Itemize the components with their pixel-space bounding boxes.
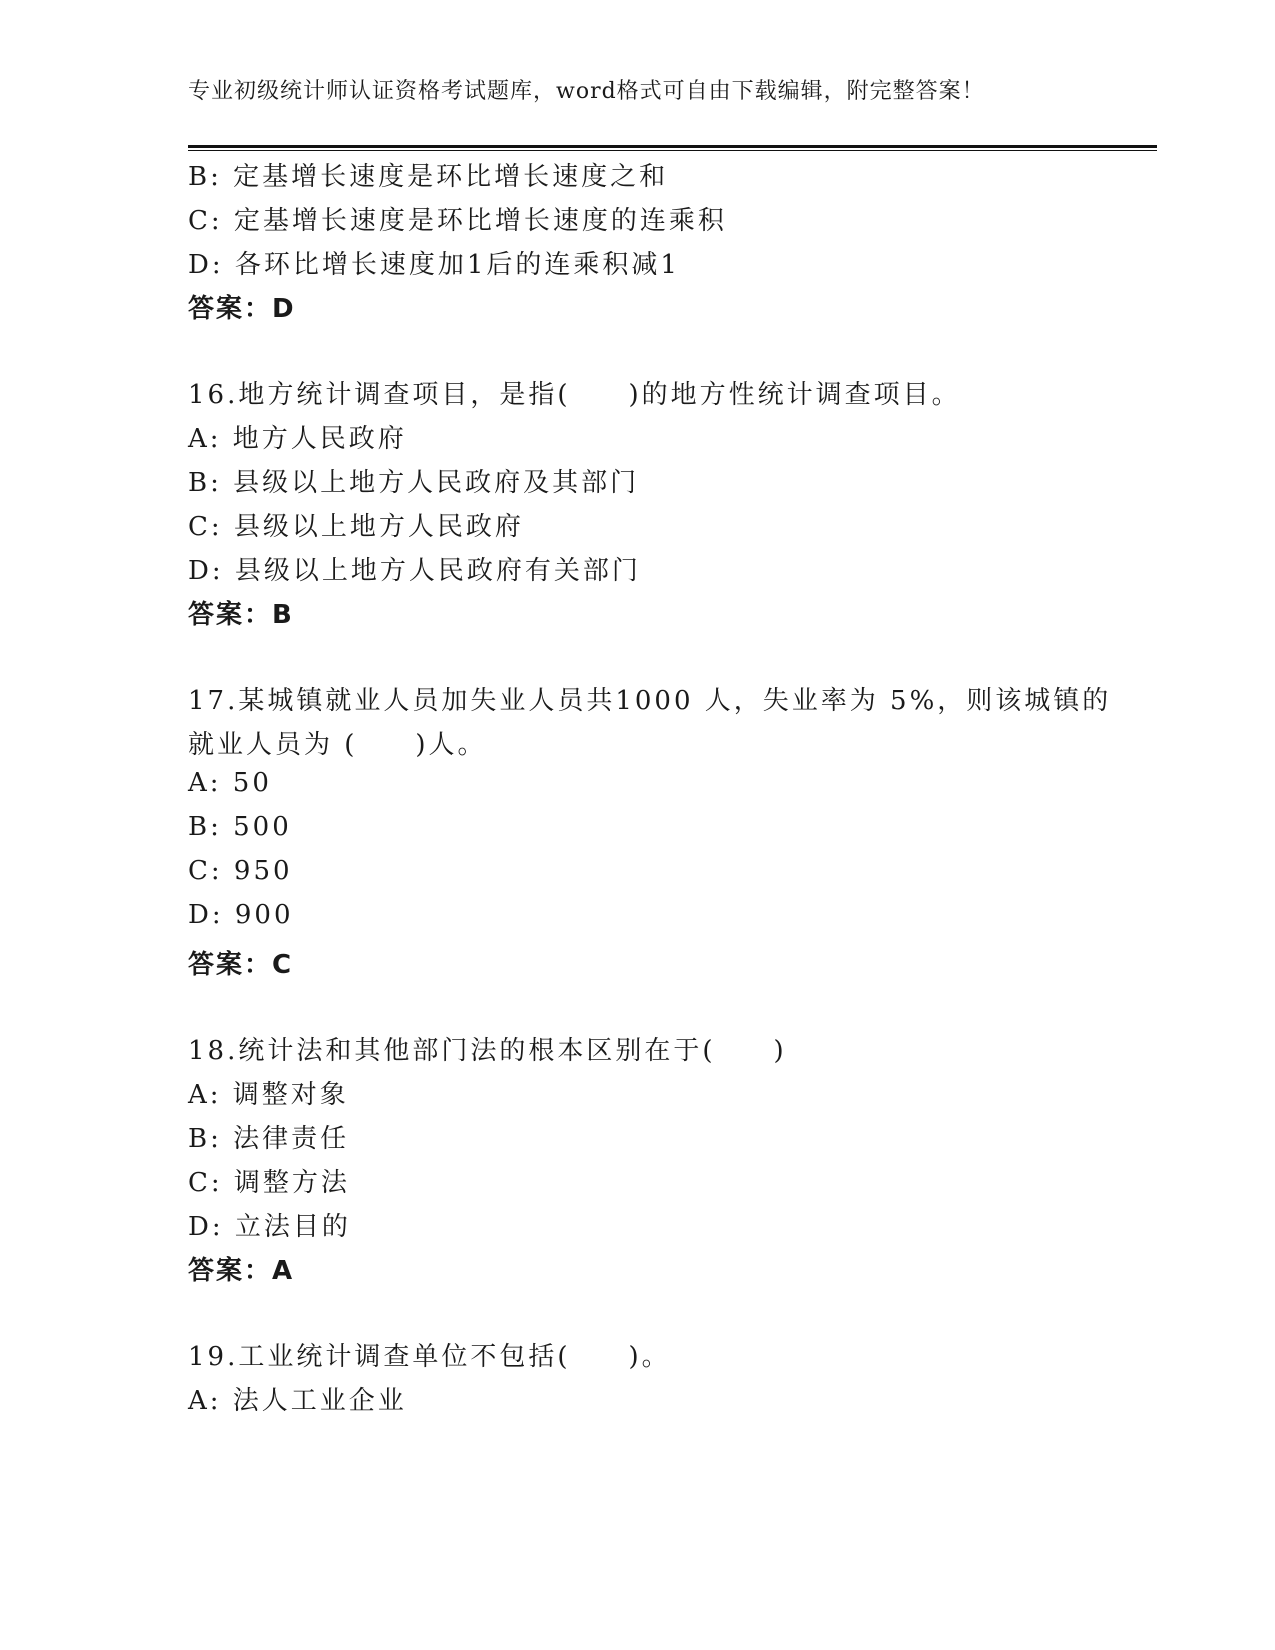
option-c: C: 县级以上地方人民政府 xyxy=(188,512,524,542)
option-b: B: 县级以上地方人民政府及其部门 xyxy=(188,468,640,498)
option-a: A: 50 xyxy=(188,768,272,798)
question-16-stem: 16.地方统计调查项目，是指( )的地方性统计调查项目。 xyxy=(188,380,961,410)
header-rule-thin xyxy=(188,150,1157,151)
option-a: A: 法人工业企业 xyxy=(188,1386,407,1416)
question-18-stem: 18.统计法和其他部门法的根本区别在于( ) xyxy=(188,1036,787,1066)
answer: 答案：D xyxy=(188,294,296,324)
question-17-stem-line2: 就业人员为 ( )人。 xyxy=(188,730,487,760)
option-c: C: 调整方法 xyxy=(188,1168,350,1198)
option-b: B: 法律责任 xyxy=(188,1124,350,1154)
option-c: C: 定基增长速度是环比增长速度的连乘积 xyxy=(188,206,727,236)
answer: 答案：C xyxy=(188,950,294,980)
option-d: D: 各环比增长速度加1后的连乘积减1 xyxy=(188,250,680,280)
option-a: A: 调整对象 xyxy=(188,1080,349,1110)
question-17-stem-line1: 17.某城镇就业人员加失业人员共1000 人，失业率为 5%，则该城镇的 xyxy=(188,686,1112,716)
option-b: B: 500 xyxy=(188,812,292,842)
option-d: D: 900 xyxy=(188,900,294,930)
option-d: D: 立法目的 xyxy=(188,1212,351,1242)
option-b: B: 定基增长速度是环比增长速度之和 xyxy=(188,162,669,192)
header-rule-thick xyxy=(188,145,1157,148)
page-header: 专业初级统计师认证资格考试题库，word格式可自由下载编辑，附完整答案！ xyxy=(188,79,985,104)
option-a: A: 地方人民政府 xyxy=(188,424,407,454)
question-19-stem: 19.工业统计调查单位不包括( )。 xyxy=(188,1342,671,1372)
answer: 答案：B xyxy=(188,600,294,630)
option-d: D: 县级以上地方人民政府有关部门 xyxy=(188,556,641,586)
answer: 答案：A xyxy=(188,1256,295,1286)
option-c: C: 950 xyxy=(188,856,293,886)
